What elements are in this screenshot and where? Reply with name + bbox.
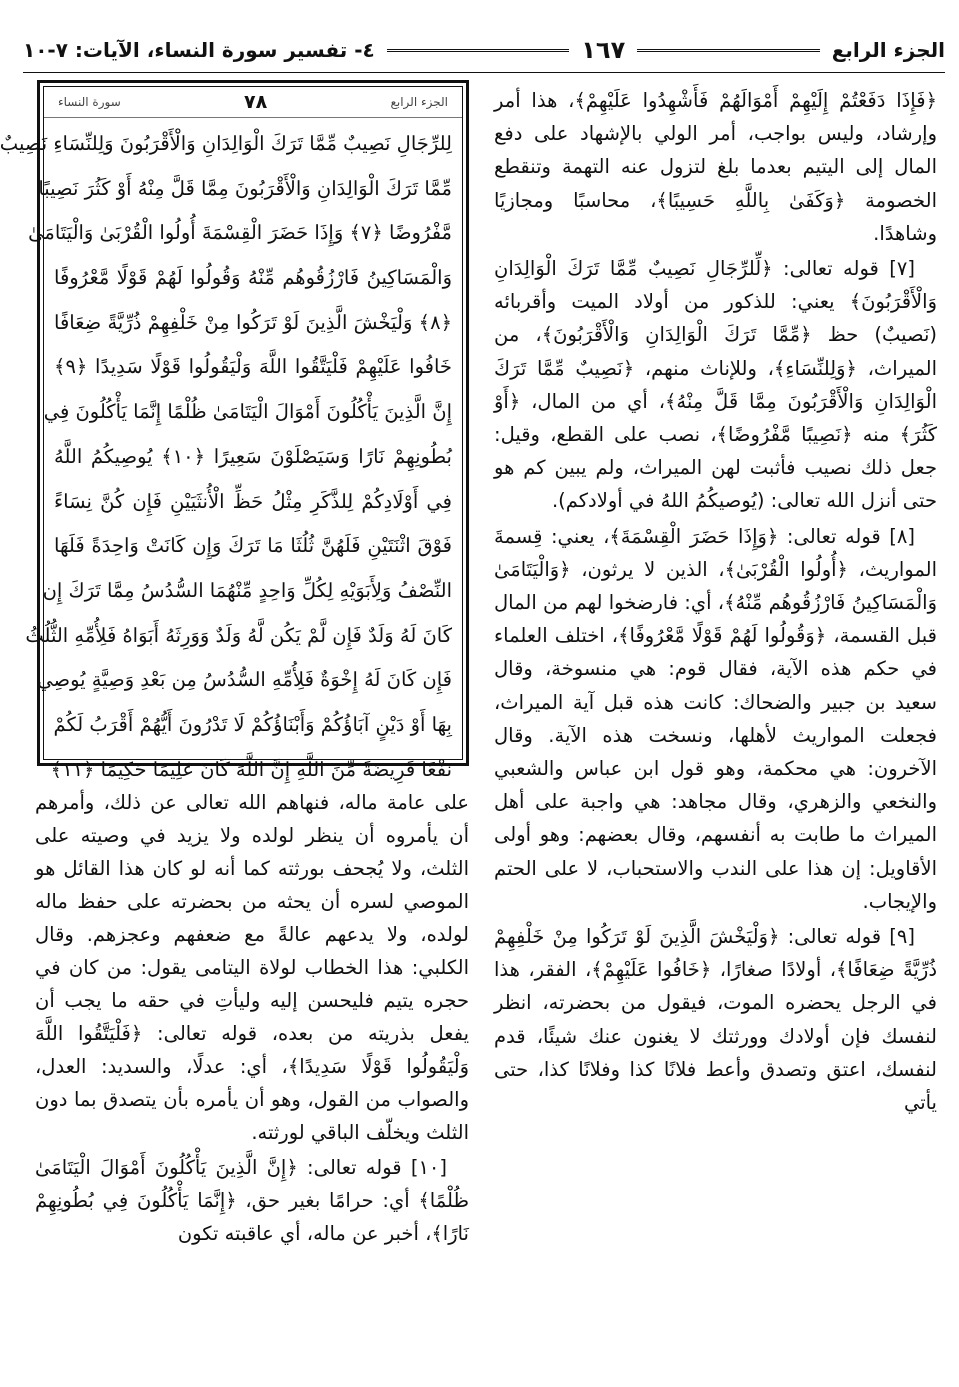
mushaf-surah-label: سورة النساء [58, 95, 121, 109]
paragraph: [٩] قوله تعالى: ﴿وَلْيَخْشَ الَّذِينَ لَوْ تَرَكُوا مِنْ خَلْفِهِمْ ذُرِّيَّةً ضِعَافًا﴾، أولادًا صغارًا، ﴿خَافُوا عَلَيْهِمْ﴾، الفقر، هذا في الرجل يحضره الموت، فيقول من بحضرته، انظر لنفسك فإن أولادك وورثتك لا يغنون عنك شيئًا، قدم لنفسك، اعتق وتصدق وأعط فلانًا كذا وفلانًا كذا، حتى يأتي [494, 925, 937, 1115]
juz-label: الجزء الرابع [831, 38, 945, 62]
mushaf-line: وَالْمَسَاكِينُ فَارْزُقُوهُم مِّنْهُ وَقُولُوا لَهُمْ قَوْلًا مَّعْرُوفًا [54, 266, 452, 290]
mushaf-line: فَإِن كَانَ لَهُ إِخْوَةٌ فَلِأُمِّهِ السُّدُسُ مِن بَعْدِ وَصِيَّةٍ يُوصِي [37, 668, 452, 692]
mushaf-header [44, 87, 462, 118]
mushaf-line: مِّمَّا تَرَكَ الْوَالِدَانِ وَالْأَقْرَبُونَ مِمَّا قَلَّ مِنْهُ أَوْ كَثُرَ نَصِيبًا [38, 176, 452, 200]
mushaf-line: خَافُوا عَلَيْهِمْ فَلْيَتَّقُوا اللَّهَ وَلْيَقُولُوا قَوْلًا سَدِيدًا ﴿٩﴾ [54, 355, 452, 379]
mushaf-juz-label: الجزء الرابع [390, 95, 448, 109]
mushaf-line: فَوْقَ اثْنَتَيْنِ فَلَهُنَّ ثُلُثَا مَا تَرَكَ وَإِن كَانَتْ وَاحِدَةً فَلَهَا [54, 534, 452, 558]
paragraph: [١٠] قوله تعالى: ﴿إِنَّ الَّذِينَ يَأْكُلُونَ أَمْوَالَ الْيَتَامَىٰ ظُلْمًا﴾ أي: حرامًا بغير حق، ﴿إِنَّمَا يَأْكُلُونَ فِي بُطُونِهِمْ نَارًا﴾، أخبر عن ماله، أي عاقبته تكون [35, 1156, 469, 1245]
paragraph: [٨] قوله تعالى: ﴿وَإِذَا حَضَرَ الْقِسْمَةَ﴾، يعني: قِسمةَ المواريث، ﴿أُولُوا الْقُرْبَىٰ﴾، الذين لا يرثون، ﴿وَالْيَتَامَىٰ وَالْمَسَاكِينُ فَارْزُقُوهُم مِّنْهُ﴾، أي: فارضخوا لهم من المال قبل القسمة، ﴿وَقُولُوا لَهُمْ قَوْلًا مَّعْرُوفًا﴾، اختلف العلماء في حكم هذه الآية، فقال قوم: هي منسوخة، وقال سعيد بن جبير والضحاك: كانت هذه قبل آية الميراث، فجعلت المواريث لأهلها، ونسخت هذه الآية. وقال الآخرون: هي محكمة، وهو قول ابن عباس والشعبي والنخعي والزهري، وقال مجاهد: هي واجبة على أهل الميراث ما طابت به أنفسهم، وقال بعضهم: وهو أولى الأقاويل: إن هذا على الندب والاستحباب، لا على الحتم والإيجاب. [494, 524, 937, 913]
mushaf-line: مَّفْرُوضًا ﴿٧﴾ وَإِذَا حَضَرَ الْقِسْمَةَ أُولُوا الْقُرْبَىٰ وَالْيَتَامَىٰ [28, 221, 452, 245]
surah-title: ٤- تفسير سورة النساء، الآيات: ٧-١٠ [23, 38, 375, 62]
mushaf-line: نَفْعًا فَرِيضَةً مِّنَ اللَّهِ إِنَّ اللَّهَ كَانَ عَلِيمًا حَكِيمًا ﴿١١﴾ [50, 757, 452, 781]
mushaf-page-number: ٧٨ [244, 91, 268, 113]
header-rule-left [387, 49, 570, 52]
page-header [23, 30, 945, 70]
paragraph: [٧] قوله تعالى: ﴿لِّلرِّجَالِ نَصِيبٌ مِّمَّا تَرَكَ الْوَالِدَانِ وَالْأَقْرَبُونَ﴾ يعني: للذكور من أولاد الميت وأقربائه (نَصيبٌ) حظ ﴿مِّمَّا تَرَكَ الْوَالِدَانِ وَالْأَقْرَبُونَ﴾، من الميراث، ﴿وَلِلنِّسَاءِ﴾، وللإناث منهم، ﴿نَصِيبٌ مِّمَّا تَرَكَ الْوَالِدَانِ وَالْأَقْرَبُونَ مِمَّا قَلَّ مِنْهُ﴾، أي من المال، ﴿أَوْ كَثُرَ﴾ منه ﴿نَصِيبًا مَّفْرُوضًا﴾، نصب على القطع، وقيل: جعل ذلك نصيب فأثبت لهن الميراث، ولم يبين كم هو حتى أنزل الله تعالى: (يُوصيكُمُ اللهُ في أولادكم). [494, 257, 937, 513]
mushaf-line: فِي أَوْلَادِكُمْ لِلذَّكَرِ مِثْلُ حَظِّ الْأُنثَيَيْنِ فَإِن كُنَّ نِسَاءً [54, 489, 452, 513]
mushaf-line: النِّصْفُ وَلِأَبَوَيْهِ لِكُلِّ وَاحِدٍ مِّنْهُمَا السُّدُسُ مِمَّا تَرَكَ إِن [42, 578, 452, 602]
mushaf-line: ﴿٨﴾ وَلْيَخْشَ الَّذِينَ لَوْ تَرَكُوا مِنْ خَلْفِهِمْ ذُرِّيَّةً ضِعَافًا [54, 310, 452, 334]
header-rule-right [637, 49, 820, 52]
right-column [494, 84, 937, 1374]
paragraph: ﴿فَإِذَا دَفَعْتُمْ إِلَيْهِمْ أَمْوَالَهُمْ فَأَشْهِدُوا عَلَيْهِمْ﴾، هذا أمر وإرشاد، وليس بواجب، أمر الولي بالإشهاد على دفع المال إلى اليتيم بعدما بلغ لتزول عنه التهمة وتنقطع الخصومة ﴿وَكَفَىٰ بِاللَّهِ حَسِيبًا﴾، محاسبًا ومجازيًا وشاهدًا. [494, 89, 937, 245]
mushaf-line: كَانَ لَهُ وَلَدٌ فَإِن لَّمْ يَكُن لَّهُ وَلَدٌ وَوَرِثَهُ أَبَوَاهُ فَلِأُمِّهِ الثُّلُثُ [25, 623, 452, 647]
paragraph: على عامة ماله، فنهاهم الله تعالى عن ذلك، وأمرهم أن يأمروه أن ينظر لولده ولا يزيد في وصيته على الثلث، ولا يُجحف بورثته كما أنه لو كان هذا القائل هو الموصي لسره أن يحثه من بحضرته على حفظ ماله لولده، ولا يدعهم عالةً مع ضعفهم وعجزهم. وقال الكلبي: هذا الخطاب لولاة اليتامى يقول: من كان في حجره يتيم فليحسن إليه وليأتِ في حقه ما يجب أن يفعل بذريته من بعده، قوله تعالى: ﴿فَلْيَتَّقُوا اللَّهَ وَلْيَقُولُوا قَوْلًا سَدِيدًا﴾، أي: عدلًا، والسديد: العدل، والصواب من القول، وهو أن يأمره بأن يتصدق بما دون الثلث ويخلّف الباقي لورثته. [35, 791, 469, 1144]
mushaf-line: إِنَّ الَّذِينَ يَأْكُلُونَ أَمْوَالَ الْيَتَامَىٰ ظُلْمًا إِنَّمَا يَأْكُلُونَ فِي [43, 400, 452, 424]
left-column [35, 786, 469, 1380]
mushaf-line: لِلرِّجَالِ نَصِيبٌ مِّمَّا تَرَكَ الْوَالِدَانِ وَالْأَقْرَبُونَ وَلِلنِّسَاءِ نَصِيبٌ [0, 132, 452, 155]
mushaf-line: بِهَا أَوْ دَيْنٍ آبَاؤُكُمْ وَأَبْنَاؤُكُمْ لَا تَدْرُونَ أَيُّهُمْ أَقْرَبُ لَكُمْ [53, 712, 452, 736]
mushaf-text [0, 118, 462, 792]
page-number: ١٦٧ [581, 36, 626, 64]
mushaf-inner-frame [0, 86, 463, 781]
header-divider [23, 72, 945, 73]
mushaf-line: بُطُونِهِمْ نَارًا وَسَيَصْلَوْنَ سَعِيرًا ﴿١٠﴾ يُوصِيكُمُ اللَّهُ [54, 444, 452, 468]
mushaf-box [0, 80, 469, 781]
